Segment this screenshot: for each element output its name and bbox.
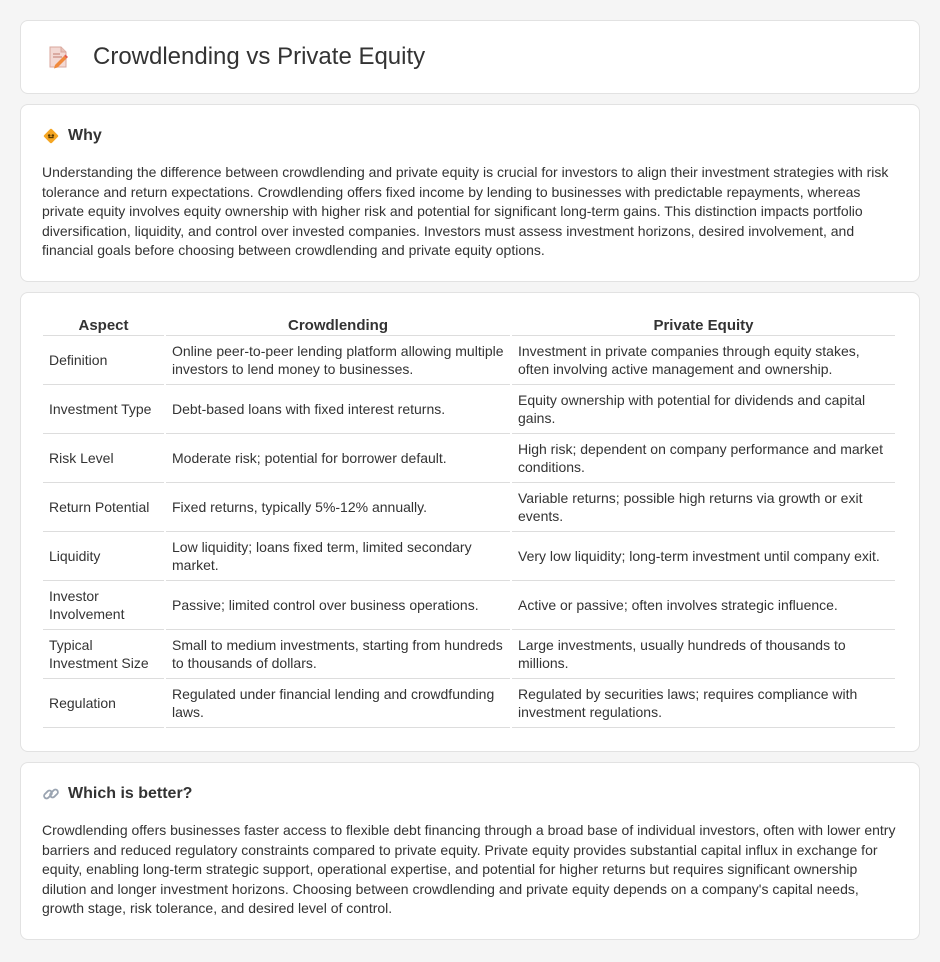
why-text: Understanding the difference between crowdlending and private equity is crucial for investors to align their investment strategies with risk tolerance and return expectations. Crowdlending offers fixed income by lending to businesses with predictable repayments, whereas private equity involves equity ownership with higher risk and potential for significant long-term gains. This distinction impacts portfolio diversification, liquidity, and control over invested companies. Investors must assess investment horizons, desired involvement, and financial goals before choosing between crowdlending and private equity options. [42,164,889,258]
table-row [43,581,895,630]
row-private-equity: Investment in private companies through equity stakes, often involving active management and ownership. [512,336,895,385]
row-crowdlending: Debt-based loans with fixed interest returns. [166,385,510,434]
row-crowdlending: Low liquidity; loans fixed term, limited secondary market. [166,532,510,581]
row-aspect: Typical Investment Size [43,630,164,679]
document-pencil-icon [45,44,71,70]
row-aspect: Risk Level [43,434,164,483]
which-title: Which is better? [68,785,193,802]
which-section [20,762,920,940]
row-private-equity: High risk; dependent on company performance and market conditions. [512,434,895,483]
row-crowdlending: Fixed returns, typically 5%-12% annually. [166,483,510,532]
table-row [43,336,895,385]
why-section [20,104,920,282]
page-title: Crowdlending vs Private Equity [93,43,426,70]
row-crowdlending: Regulated under financial lending and crowdfunding laws. [166,679,510,728]
row-crowdlending: Small to medium investments, starting from hundreds to thousands of dollars. [166,630,510,679]
which-text: Crowdlending offers businesses faster access to flexible debt financing through a broad base of individual investors, often with lower entry barriers and reduced regulatory constraints compared to private equity. Private equity provides substantial capital influx in exchange for equity, enabling long-term strategic support, operational expertise, and potential for higher returns but requires significant ownership dilution and longer investment horizons. Choosing between crowdlending and private equity depends on a company's capital needs, growth stage, risk tolerance, and desired level of control. [42,822,896,916]
table-row [43,434,895,483]
row-aspect: Investment Type [43,385,164,434]
table-row [43,532,895,581]
row-aspect: Return Potential [43,483,164,532]
row-aspect: Regulation [43,679,164,728]
row-private-equity: Equity ownership with potential for dividends and capital gains. [512,385,895,434]
row-crowdlending: Passive; limited control over business operations. [166,581,510,630]
row-crowdlending: Online peer-to-peer lending platform allowing multiple investors to lend money to businesses. [166,336,510,385]
row-aspect: Definition [43,336,164,385]
header-card [20,20,920,94]
why-title: Why [68,127,102,144]
table-row [43,385,895,434]
comparison-table [41,313,897,728]
header-crowdlending: Crowdlending [166,313,510,336]
row-private-equity: Regulated by securities laws; requires compliance with investment regulations. [512,679,895,728]
table-row [43,630,895,679]
row-aspect: Investor Involvement [43,581,164,630]
header-aspect: Aspect [43,313,164,336]
comparison-table-card [20,292,920,752]
row-aspect: Liquidity [43,532,164,581]
table-row [43,679,895,728]
which-header [42,785,898,803]
header-private-equity: Private Equity [512,313,895,336]
row-private-equity: Large investments, usually hundreds of thousands to millions. [512,630,895,679]
table-row [43,483,895,532]
row-private-equity: Active or passive; often involves strategic influence. [512,581,895,630]
row-private-equity: Variable returns; possible high returns via growth or exit events. [512,483,895,532]
row-private-equity: Very low liquidity; long-term investment until company exit. [512,532,895,581]
row-crowdlending: Moderate risk; potential for borrower default. [166,434,510,483]
table-header-row [43,313,895,336]
why-header [42,127,898,145]
diamond-sign-icon [42,127,60,145]
link-icon [42,785,60,803]
